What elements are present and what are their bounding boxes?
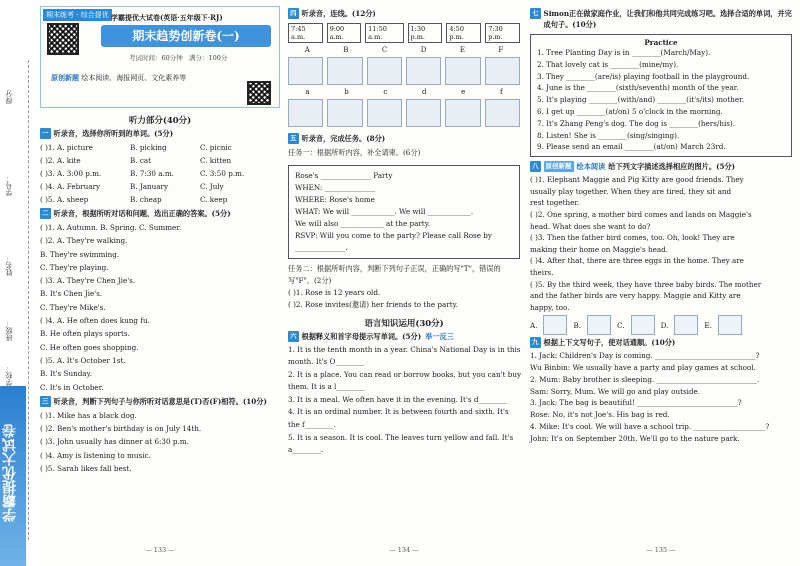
question-row: ( )1. Elephant Maggie and Pig Kitty are good friends. They <box>530 175 744 185</box>
question-row: ( )1. A. Autumn. B. Spring. C. Summer. <box>40 223 182 232</box>
section-text: 听录音，连线。(12分) <box>301 9 376 18</box>
option-cell: ( )4. A. February <box>40 182 101 191</box>
time-box: 7:30 p.m. <box>485 23 520 43</box>
invitation-line: ______________. <box>295 242 348 252</box>
option-cell: C. July <box>200 182 224 191</box>
task-1-instruction: 任务一：根据所听内容，补全请柬。(6分) <box>288 148 421 157</box>
practice-line: 8. Listen! She is ________(sing/singing). <box>537 130 680 140</box>
section-4-title <box>288 8 520 19</box>
section-3-title <box>40 396 280 407</box>
task-2-list <box>288 287 520 311</box>
question-row: B. It's Sunday. <box>40 369 92 379</box>
question-row: 4. It is an ordinal number. It is between fourth and sixth. It's <box>288 407 509 417</box>
option-cell: B. cat <box>130 156 152 165</box>
picture-letter: F <box>498 46 504 54</box>
question-row: ( )3. A. They're Chen Jie's. <box>40 276 136 286</box>
invitation-line: RSVP: Will you come to the party? Please call Rose by <box>295 230 492 240</box>
option-cell: ( )2. A. kite <box>40 156 81 165</box>
story-picture <box>631 315 655 335</box>
story-pictures <box>530 315 792 335</box>
question-row <box>40 167 280 180</box>
picture-letter: E. <box>704 320 712 330</box>
dialogue-line: 2. Mum: Baby brother is sleeping. ____________________________. <box>530 374 760 384</box>
option-cell: C. kitten <box>200 156 232 165</box>
invitation-line: WHEN: ______________ <box>295 182 375 192</box>
id-label: 学号： <box>5 175 13 196</box>
question-row: 5. It is a season. It is cool. The leaves turn yellow and fall. It's <box>288 432 514 442</box>
section-text: 听录音，完成任务。(8分) <box>301 134 386 143</box>
exam-title: 期末趋势创新卷(一) <box>101 25 271 47</box>
picture-letter: c <box>383 88 388 96</box>
language-part-title: 语言知识运用(30分) <box>364 318 444 329</box>
exam-header <box>40 6 280 108</box>
question-row: ( )5. Sarah likes fall best. <box>40 464 132 474</box>
option-cell: B. cheap <box>130 195 162 204</box>
question-row: ( )1. Mike has a black dog. <box>40 410 137 420</box>
section-tag: 举一反三 <box>425 331 454 341</box>
question-row: rest together. <box>530 198 580 208</box>
section-text: 听录音，判断下列句子与你所听对话意思是(T)否(F)相符。(10分) <box>53 396 267 406</box>
clock-pictures-row <box>288 99 520 127</box>
time-box: 7:45 a.m. <box>288 23 323 43</box>
practice-line: 9. Please send an email ________(at/on) March 23rd. <box>537 142 726 152</box>
section-9-title <box>530 337 792 348</box>
score-label: 得分 <box>5 90 13 104</box>
practice-box <box>530 34 792 157</box>
section-8-title <box>530 161 792 172</box>
column-middle <box>288 6 520 554</box>
section-text: 听录音，选择你所听到的单词。(5分) <box>53 129 174 138</box>
picture-letter: f <box>500 88 503 96</box>
question-row: 3. It is a meal. We often have it in the evening. It's d________ <box>288 394 508 404</box>
section-8-list <box>530 174 792 313</box>
question-row: 1. It is the tenth month in a year. China's National Day is in this <box>288 344 521 354</box>
invitation-line: WHERE: Rose's home <box>295 194 375 204</box>
question-row: B. They're swimming. <box>40 249 120 259</box>
section-number: 八 <box>532 162 539 171</box>
question-row: head. What does she want to do? <box>530 221 651 231</box>
question-row: and the father birds are very happy. Maggie and Kitty are <box>530 291 741 301</box>
dialogue-line: Rose: No, it's not Joe's. His bag is red. <box>530 410 670 420</box>
question-row: ( )5. A. It's October 1st. <box>40 355 126 365</box>
section-7-title <box>530 8 792 30</box>
section-text: 听录音，根据所听对话和问题，选出正确的答案。(5分) <box>53 209 231 218</box>
practice-line: 7. It's Zhang Peng's dog. The dog is ________(hers/his). <box>537 118 736 128</box>
option-cell: C. 3:50 p.m. <box>200 169 245 178</box>
qr-code-small-icon <box>247 81 271 105</box>
column-right <box>530 6 792 554</box>
question-row: ( )2. Rose invites(邀请) her friends to the party. <box>288 299 458 309</box>
section-number: 一 <box>42 129 49 137</box>
dialogue-line: Wu Binbin: We usually have a party and play games at school. <box>530 363 756 373</box>
option-cell: C. picnic <box>200 143 232 152</box>
option-cell: C. keep <box>200 195 228 204</box>
question-row: ( )2. A. They're walking. <box>40 236 128 246</box>
page-number: — 133 — <box>145 546 175 554</box>
dialogue-line: Sam: Sorry, Mum. We will go and play outside. <box>530 386 701 396</box>
picture-letter: A. <box>530 320 538 330</box>
dialogue-line: 3. Jack: The bag is beautiful! ____________________________? <box>530 398 742 408</box>
cut-line <box>28 60 29 540</box>
class-label: 班级： <box>5 320 13 341</box>
question-row: ( )2. One spring, a mother bird comes and lands on Maggie's <box>530 209 752 219</box>
question-row: 2. It is a place. You can read or borrow books, but you can't buy <box>288 369 522 379</box>
invitation-line: We will also ____________ at the party. <box>295 218 431 228</box>
school-label: 学校： <box>5 365 13 386</box>
brand-bar: 学霸提优大试卷 <box>0 386 26 566</box>
picture-letter: C <box>381 46 388 54</box>
question-row: happy, too. <box>530 302 570 312</box>
section-6-title <box>288 331 520 342</box>
dialogue-line: John: It's on September 20th. We'll go to the nature park. <box>530 433 740 443</box>
question-row: ( )3. John usually has dinner at 6:30 p.m. <box>40 437 189 447</box>
question-row: theirs. <box>530 267 554 277</box>
exam-score: 满分：100分 <box>188 54 228 62</box>
practice-line: 3. They ________(are/is) playing football in the playground. <box>537 71 750 81</box>
question-row: ( )5. By the third week, they have three baby birds. The mother <box>530 279 762 289</box>
practice-title: Practice <box>644 38 678 47</box>
new-question-label: 原创新题 <box>51 73 79 82</box>
question-row: ( )1. Rose is 12 years old. <box>288 287 381 297</box>
question-row: C. They're Mike's. <box>40 302 106 312</box>
party-invitation <box>288 165 520 259</box>
question-row <box>40 180 280 193</box>
option-cell: B. 7:30 a.m. <box>130 169 174 178</box>
section-number: 三 <box>42 396 49 405</box>
question-row: ( )4. After that, there are three eggs in the home. They are <box>530 256 744 266</box>
new-question-text: 绘本阅读、海报网页、文化素养等 <box>81 74 187 82</box>
question-row: ( )3. Then the father bird comes, too. Oh, look! They are <box>530 233 735 243</box>
picture-letter: A <box>304 46 310 54</box>
option-cell: ( )3. A. 3:00 p.m. <box>40 169 102 178</box>
section-number: 九 <box>532 338 539 347</box>
column-left <box>40 6 280 554</box>
picture-letter: D <box>420 46 427 54</box>
practice-line: 6. I get up ________(at/on) 5 o'clock in the morning. <box>537 106 723 116</box>
picture-letter: e <box>461 88 466 96</box>
dialogue-line: 4. Mike: It's cool. We will have a school trip. ____________________? <box>530 422 770 432</box>
story-picture <box>674 315 698 335</box>
story-picture <box>543 315 567 335</box>
page-number: — 134 — <box>389 546 419 554</box>
section-text: Simon正在做家庭作业，让我们和他共同完成练习吧。选择合适的单词，并完成句子。(10分) <box>543 9 792 29</box>
picture-letter: C. <box>617 320 625 330</box>
section-tag: 原创新题 <box>545 162 572 171</box>
question-row <box>40 141 280 154</box>
question-row: usually play together. When they are tired, they sit and <box>530 186 732 196</box>
section-number: 七 <box>532 9 539 17</box>
picture-letter: a <box>305 88 310 96</box>
upper-letters <box>288 46 520 54</box>
section-2-list <box>40 221 280 394</box>
name-label: 姓名： <box>5 255 13 276</box>
option-cell: ( )5. A. sheep <box>40 195 89 204</box>
question-row <box>40 193 280 206</box>
option-cell: ( )1. A. picture <box>40 143 93 152</box>
practice-list <box>537 47 785 153</box>
practice-line: 2. That lovely cat is ________(mine/my). <box>537 59 679 69</box>
question-row: the f________. <box>288 420 336 430</box>
invitation-line: WHAT: We will ____________. We will ____________. <box>295 206 474 216</box>
section-2-title <box>40 208 280 219</box>
question-row: ( )2. Ben's mother's birthday is on July 14th. <box>40 424 202 434</box>
question-row: a________. <box>288 445 324 455</box>
exam-meta <box>129 53 227 62</box>
lower-letters <box>288 88 520 96</box>
practice-line: 1. Tree Planting Day is in ________(March/May). <box>537 48 711 57</box>
invitation-line: Rose's ______________ Party <box>295 170 393 180</box>
time-box: 4:50 p.m. <box>446 23 481 43</box>
time-box: 1:30 p.m. <box>408 23 443 43</box>
section-6-list <box>288 344 520 457</box>
question-row: ( )4. A. He often does kung fu. <box>40 316 150 326</box>
practice-line: 5. It's playing ________(with/and) ________(it's/its) mother. <box>537 95 745 105</box>
question-row: ( )4. Amy is listening to music. <box>40 450 151 460</box>
question-row: C. It's in October. <box>40 382 104 392</box>
section-1-list <box>40 141 280 206</box>
exam-time: 考试时间：60分钟 <box>129 54 183 62</box>
picture-letter: D. <box>660 320 669 330</box>
picture-letter: d <box>422 88 427 96</box>
question-row: C. They're playing. <box>40 262 109 272</box>
section-1-title <box>40 128 280 139</box>
time-boxes <box>288 23 520 43</box>
option-cell: B. picking <box>130 143 167 152</box>
picture-letter: B. <box>573 320 582 330</box>
question-row: making their home on Maggie's head. <box>530 244 669 254</box>
picture-letter: E <box>459 46 465 54</box>
task-2-instruction: 任务二：根据所听内容，判断下列句子正误，正确的写"T"，错误的写"F"。(2分) <box>288 263 501 285</box>
section-9-list <box>530 350 792 444</box>
section-number: 四 <box>290 9 297 17</box>
activity-pictures-row <box>288 57 520 85</box>
section-number: 五 <box>290 134 297 142</box>
dialogue-line: 1. Jack: Children's Day is coming. ____________________________? <box>530 351 760 361</box>
binding-strip <box>0 0 40 566</box>
listening-part-title: 听力部分(40分) <box>128 116 192 126</box>
practice-line: 4. June is the ________(sixth/seventh) month of the year. <box>537 83 739 93</box>
question-row: month. It's O________ <box>288 357 365 367</box>
exam-series: 学霸提优大试卷(英语·五年级下·RJ) <box>111 13 223 22</box>
section-text: 根据上下文写句子，使对话通顺。(10分) <box>543 338 676 348</box>
qr-code-icon <box>47 23 79 55</box>
question-row: them. It is a l________ <box>288 382 366 392</box>
time-box: 9:00 a.m. <box>327 23 362 43</box>
picture-letter: B <box>343 46 349 54</box>
section-5-title <box>288 133 520 144</box>
question-row: B. He often plays sports. <box>40 329 130 339</box>
time-box: 11:50 a.m. <box>365 23 403 43</box>
option-cell: B. January <box>130 182 169 191</box>
page-number: — 135 — <box>646 546 676 554</box>
section-text: 根据释义和首字母提示写单词。(5分) <box>301 331 422 341</box>
question-row <box>40 154 280 167</box>
picture-letter: b <box>344 88 349 96</box>
new-question-note <box>51 73 186 83</box>
exam-tag: 期末练考 · 综合提优 <box>43 9 112 21</box>
section-3-list <box>40 409 280 475</box>
question-row: B. It's Chen Jie's. <box>40 289 103 299</box>
story-picture <box>718 315 742 335</box>
section-tag-2: 绘本阅读 <box>576 162 606 172</box>
section-number: 二 <box>42 209 49 217</box>
story-picture <box>587 315 611 335</box>
question-row: C. He often goes shopping. <box>40 342 139 352</box>
section-text: 给下列文字描述选择相应的图片。(5分) <box>608 162 736 172</box>
section-number: 六 <box>290 331 297 340</box>
